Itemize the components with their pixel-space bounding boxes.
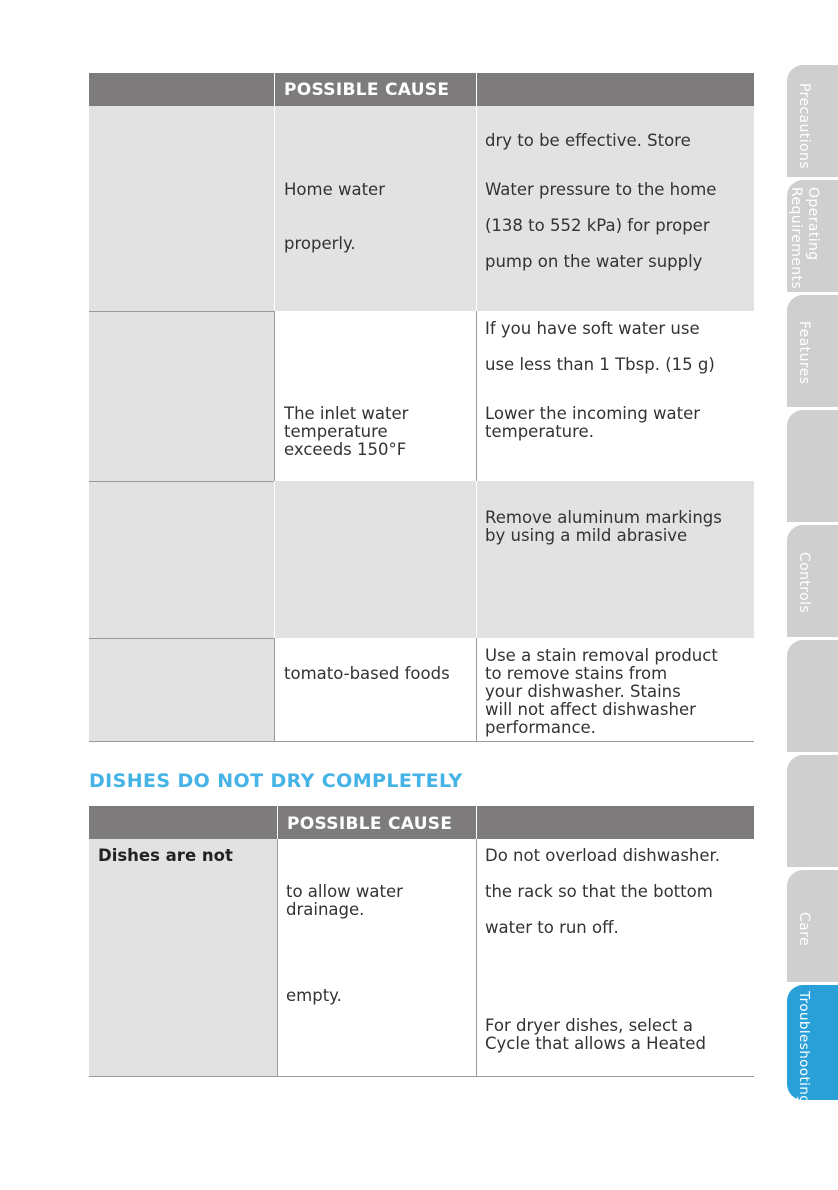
column-divider [274,638,275,741]
tab-operating-requirements[interactable] [787,180,838,292]
row-divider [89,481,274,482]
tab-blank-4[interactable] [787,410,838,522]
solution-text: For dryer dishes, select a Cycle that allows a Heated [485,1016,706,1053]
solution-text: dry to be effective. Store [485,131,691,150]
column-divider [476,311,477,481]
tab-troubleshooting[interactable] [787,985,838,1105]
cause-text: The inlet water temperature exceeds 150°F [284,404,409,459]
tab-blank-6[interactable] [787,640,838,752]
section-title: DISHES DO NOT DRY COMPLETELY [89,770,463,792]
header-divider [277,806,278,839]
tab-label: Controls [796,552,812,614]
tab-label: Care [796,912,812,947]
solution-text: (138 to 552 kPa) for proper [485,216,710,235]
tab-care[interactable] [787,870,838,982]
column-divider [274,481,275,638]
solution-text: pump on the water supply [485,252,703,271]
tab-label: Precautions [796,83,812,169]
solution-text: water to run off. [485,918,619,937]
row-divider [89,638,274,639]
solution-text: Lower the incoming water temperature. [485,404,701,441]
column-divider [274,106,275,311]
problem-cell [89,638,274,741]
tab-controls[interactable] [787,525,838,637]
tab-label: Troubleshooting [796,991,812,1105]
column-divider [476,481,477,638]
row-divider [89,311,274,312]
solution-text: Use a stain removal product to remove stains from your dishwasher. Stains will not affect dishwasher performance. [485,646,718,737]
table-row [89,481,754,638]
problem-cell [89,839,277,1076]
solution-text: Remove aluminum markings by using a mild abrasive [485,508,722,545]
problem-text: Dishes are not [98,846,233,865]
tab-label: Operating Requirements [788,187,821,290]
table-bottom-border [89,741,754,742]
tab-blank-7[interactable] [787,755,838,867]
solution-text: use less than 1 Tbsp. (15 g) [485,355,715,374]
column-header-possible-cause: POSSIBLE CAUSE [287,814,453,834]
column-divider [476,839,477,1076]
column-divider [476,106,477,311]
cause-text: Home water [284,180,385,199]
tab-features[interactable] [787,295,838,407]
solution-text: Do not overload dishwasher. [485,846,721,865]
header-divider [476,73,477,106]
cause-text: tomato-based foods [284,664,450,683]
solution-text: If you have soft water use [485,319,700,338]
column-divider [274,311,275,481]
cause-text: to allow water drainage. [286,882,403,919]
tab-label: Features [796,321,812,385]
tab-precautions[interactable] [787,65,838,177]
solution-text: the rack so that the bottom [485,882,713,901]
column-header-possible-cause: POSSIBLE CAUSE [284,80,450,100]
header-divider [476,806,477,839]
column-divider [476,638,477,741]
header-divider [274,73,275,106]
table-bottom-border [89,1076,754,1077]
column-divider [277,839,278,1076]
cause-text: properly. [284,234,356,253]
cause-text: empty. [286,986,342,1005]
solution-text: Water pressure to the home [485,180,717,199]
problem-cell [89,311,274,481]
